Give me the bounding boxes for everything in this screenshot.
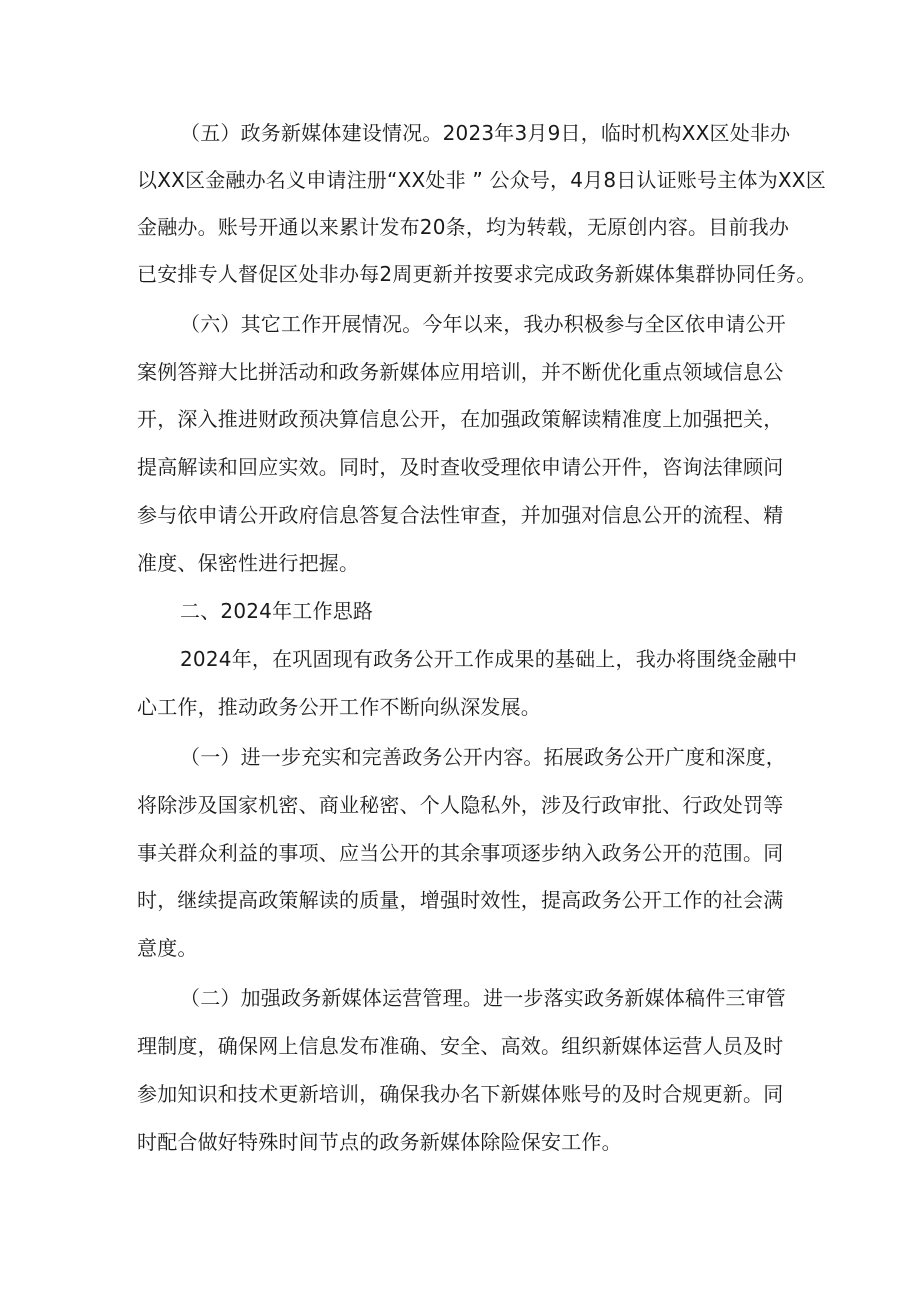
text-line: 已安排专人督促区处非办每2周更新并按要求完成政务新媒体集群协同任务。 [137,262,817,286]
text-line: 提高解读和回应实效。同时，及时查收受理依申请公开件，咨询法律顾问 [137,455,784,479]
text-line: 理制度，确保网上信息发布准确、安全、高效。组织新媒体运营人员及时 [137,1034,784,1058]
text-line: 以XX区金融办名义申请注册“XX处非 ” 公众号，4月8日认证账号主体为XX区 [137,168,826,192]
text-line: （六）其它工作开展情况。今年以来，我办积极参与全区依申请公开 [180,312,786,336]
text-line: （一）进一步充实和完善政务公开内容。拓展政务公开广度和深度， [180,745,786,769]
text-line: 将除涉及国家机密、商业秘密、个人隐私外，涉及行政审批、行政处罚等 [137,793,784,817]
section-heading: 二、2024年工作思路 [180,599,374,623]
text-line: 事关群众利益的事项、应当公开的其余事项逐步纳入政务公开的范围。同 [137,841,784,865]
text-line: 开，深入推进财政预决算信息公开，在加强政策解读精准度上加强把关， [137,407,784,431]
text-line: 时，继续提高政策解读的质量，增强时效性，提高政务公开工作的社会满 [137,888,784,912]
text-line: （五）政务新媒体建设情况。2023年3月9日，临时机构XX区处非办 [180,121,791,145]
text-line: 意度。 [137,936,198,960]
text-line: 2024年，在巩固现有政务公开工作成果的基础上，我办将围绕金融中 [180,647,798,671]
text-line: 案例答辩大比拼活动和政务新媒体应用培训，并不断优化重点领域信息公 [137,360,784,384]
text-line: 参加知识和技术更新培训，确保我办名下新媒体账号的及时合规更新。同 [137,1082,784,1106]
text-line: 心工作，推动政务公开工作不断向纵深发展。 [137,695,541,719]
text-line: （二）加强政务新媒体运营管理。进一步落实政务新媒体稿件三审管 [180,986,786,1010]
text-line: 时配合做好特殊时间节点的政务新媒体除险保安工作。 [137,1130,622,1154]
text-line: 参与依申请公开政府信息答复合法性审查，并加强对信息公开的流程、精 [137,503,784,527]
text-line: 准度、保密性进行把握。 [137,551,360,575]
text-line: 金融办。账号开通以来累计发布20条，均为转载，无原创内容。目前我办 [137,215,790,239]
